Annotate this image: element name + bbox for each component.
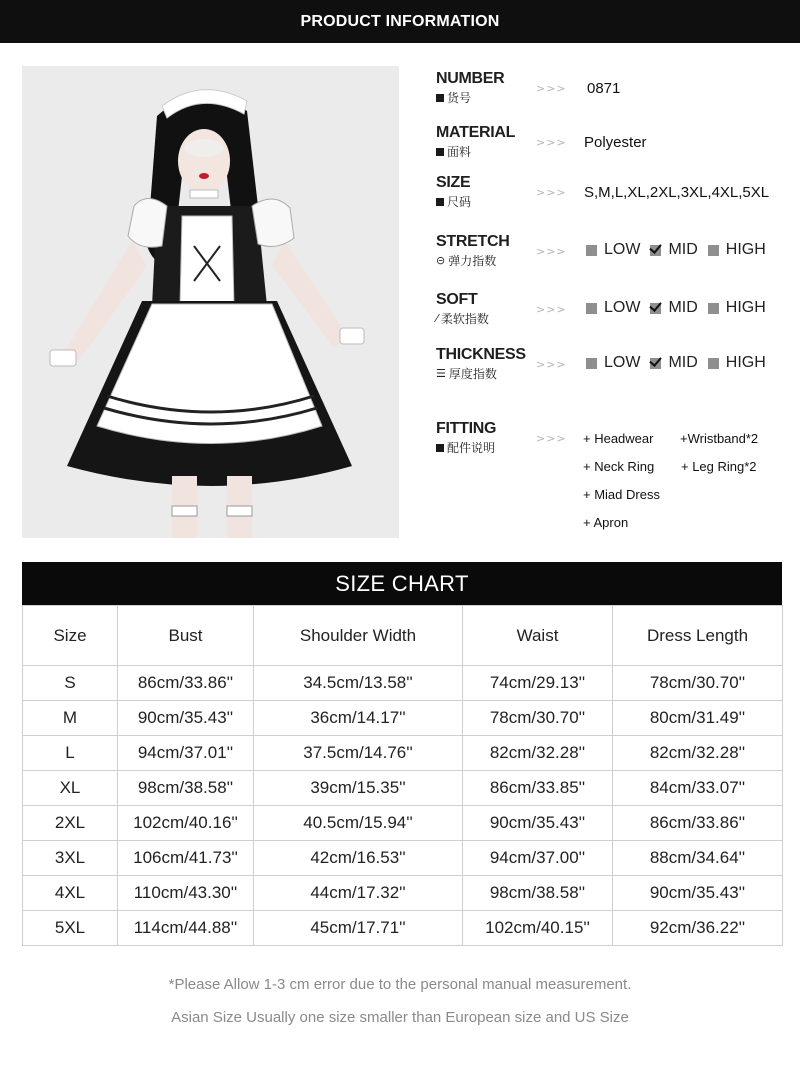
table-cell: 37.5cm/14.76'' bbox=[254, 736, 463, 771]
spec-material-label: MATERIAL bbox=[436, 124, 516, 141]
table-cell: 92cm/36.22'' bbox=[613, 911, 783, 946]
feather-icon: ⁄ bbox=[436, 312, 438, 325]
arrow-icon: >>> bbox=[536, 303, 567, 316]
spec-number-cn: 货号 bbox=[447, 91, 472, 105]
spec-size-cn: 尺码 bbox=[447, 195, 472, 209]
asian-size-note: Asian Size Usually one size smaller than European size and US Size bbox=[171, 1009, 629, 1026]
arrow-icon: >>> bbox=[536, 186, 567, 199]
table-cell: 90cm/35.43'' bbox=[118, 701, 254, 736]
table-cell: 78cm/30.70'' bbox=[613, 666, 783, 701]
table-cell: 44cm/17.32'' bbox=[254, 876, 463, 911]
spec-number bbox=[436, 70, 796, 110]
spec-material bbox=[436, 124, 796, 164]
table-cell: 40.5cm/15.94'' bbox=[254, 806, 463, 841]
thickness-levels bbox=[586, 354, 776, 372]
table-cell: 114cm/44.88'' bbox=[118, 911, 254, 946]
table-cell: 82cm/32.28'' bbox=[463, 736, 613, 771]
spec-stretch bbox=[436, 233, 796, 273]
product-information-header bbox=[0, 0, 800, 43]
table-header-row bbox=[23, 606, 783, 666]
square-bullet-icon bbox=[436, 94, 444, 102]
spec-soft-cn: 柔软指数 bbox=[440, 312, 489, 326]
arrow-icon: >>> bbox=[536, 245, 567, 258]
square-bullet-icon bbox=[436, 148, 444, 156]
spec-stretch-cn: 弹力指数 bbox=[448, 254, 497, 268]
table-row bbox=[23, 736, 783, 771]
spec-soft bbox=[436, 291, 796, 331]
table-cell: 98cm/38.58'' bbox=[118, 771, 254, 806]
table-cell: XL bbox=[23, 771, 118, 806]
unchecked-box-icon bbox=[708, 358, 719, 369]
table-cell: S bbox=[23, 666, 118, 701]
fitting-item-maid-dress: + Miad Dress bbox=[583, 487, 660, 502]
fitting-item-leg-ring: + Leg Ring*2 bbox=[681, 459, 757, 474]
spec-size-value: S,M,L,XL,2XL,3XL,4XL,5XL bbox=[584, 184, 770, 201]
table-cell: 74cm/29.13'' bbox=[463, 666, 613, 701]
square-bullet-icon bbox=[436, 444, 444, 452]
arrow-icon: >>> bbox=[536, 358, 567, 371]
table-row bbox=[23, 771, 783, 806]
checked-box-icon bbox=[650, 358, 661, 369]
spec-number-label: NUMBER bbox=[436, 70, 505, 87]
table-cell: 36cm/14.17'' bbox=[254, 701, 463, 736]
size-chart-title: SIZE CHART bbox=[335, 570, 469, 596]
table-cell: 110cm/43.30'' bbox=[118, 876, 254, 911]
header-bust: Bust bbox=[118, 606, 254, 666]
table-cell: M bbox=[23, 701, 118, 736]
unchecked-box-icon bbox=[586, 245, 597, 256]
table-cell: 106cm/41.73'' bbox=[118, 841, 254, 876]
header-shoulder-width: Shoulder Width bbox=[254, 606, 463, 666]
spec-material-value: Polyester bbox=[584, 134, 647, 151]
spec-thickness bbox=[436, 346, 796, 386]
spec-stretch-label: STRETCH bbox=[436, 233, 510, 250]
product-photo bbox=[22, 66, 399, 538]
level-low: LOW bbox=[604, 299, 641, 316]
table-cell: 2XL bbox=[23, 806, 118, 841]
layers-icon: ☰ bbox=[436, 367, 446, 380]
level-mid: MID bbox=[668, 354, 698, 371]
level-mid: MID bbox=[668, 241, 698, 258]
table-cell: 86cm/33.86'' bbox=[613, 806, 783, 841]
header-size: Size bbox=[23, 606, 118, 666]
spec-material-cn: 面料 bbox=[447, 145, 472, 159]
table-cell: 86cm/33.85'' bbox=[463, 771, 613, 806]
table-cell: 80cm/31.49'' bbox=[613, 701, 783, 736]
spec-thickness-label: THICKNESS bbox=[436, 346, 526, 363]
table-cell: 86cm/33.86'' bbox=[118, 666, 254, 701]
arrow-icon: >>> bbox=[536, 136, 567, 149]
level-low: LOW bbox=[604, 241, 641, 258]
fitting-item-headwear: + Headwear bbox=[583, 431, 654, 446]
table-row bbox=[23, 701, 783, 736]
stretch-levels bbox=[586, 241, 776, 259]
table-cell: 102cm/40.15'' bbox=[463, 911, 613, 946]
spec-size-label: SIZE bbox=[436, 174, 471, 191]
table-cell: 78cm/30.70'' bbox=[463, 701, 613, 736]
table-cell: 90cm/35.43'' bbox=[613, 876, 783, 911]
table-row bbox=[23, 806, 783, 841]
table-cell: 98cm/38.58'' bbox=[463, 876, 613, 911]
unchecked-box-icon bbox=[586, 358, 597, 369]
table-cell: L bbox=[23, 736, 118, 771]
table-cell: 82cm/32.28'' bbox=[613, 736, 783, 771]
level-high: HIGH bbox=[725, 354, 766, 371]
table-cell: 88cm/34.64'' bbox=[613, 841, 783, 876]
table-cell: 39cm/15.35'' bbox=[254, 771, 463, 806]
unchecked-box-icon bbox=[586, 303, 597, 314]
table-cell: 102cm/40.16'' bbox=[118, 806, 254, 841]
table-cell: 84cm/33.07'' bbox=[613, 771, 783, 806]
spec-number-value: 0871 bbox=[587, 80, 621, 97]
maid-dress-photo-icon bbox=[22, 66, 399, 538]
arrow-icon: >>> bbox=[536, 432, 567, 445]
size-chart-table bbox=[22, 605, 783, 946]
table-cell: 90cm/35.43'' bbox=[463, 806, 613, 841]
table-cell: 5XL bbox=[23, 911, 118, 946]
header-title: PRODUCT INFORMATION bbox=[300, 12, 500, 30]
table-cell: 45cm/17.71'' bbox=[254, 911, 463, 946]
fitting-item-neck-ring: + Neck Ring bbox=[583, 459, 655, 474]
header-waist: Waist bbox=[463, 606, 613, 666]
level-high: HIGH bbox=[725, 299, 766, 316]
table-row bbox=[23, 876, 783, 911]
unchecked-box-icon bbox=[708, 303, 719, 314]
fitting-item-wristband: +Wristband*2 bbox=[680, 431, 759, 446]
stretch-icon: ⊝ bbox=[436, 254, 446, 267]
table-cell: 94cm/37.00'' bbox=[463, 841, 613, 876]
error-note: *Please Allow 1-3 cm error due to the personal manual measurement. bbox=[168, 976, 632, 993]
table-cell: 4XL bbox=[23, 876, 118, 911]
fitting-item-apron: + Apron bbox=[583, 515, 629, 530]
soft-levels bbox=[586, 299, 776, 317]
unchecked-box-icon bbox=[708, 245, 719, 256]
square-bullet-icon bbox=[436, 198, 444, 206]
spec-soft-label: SOFT bbox=[436, 291, 478, 308]
level-low: LOW bbox=[604, 354, 641, 371]
table-row bbox=[23, 841, 783, 876]
arrow-icon: >>> bbox=[536, 82, 567, 95]
table-cell: 3XL bbox=[23, 841, 118, 876]
spec-size bbox=[436, 174, 796, 214]
header-dress-length: Dress Length bbox=[613, 606, 783, 666]
level-high: HIGH bbox=[725, 241, 766, 258]
size-chart-title-bar bbox=[22, 562, 782, 605]
table-cell: 42cm/16.53'' bbox=[254, 841, 463, 876]
spec-fitting-label: FITTING bbox=[436, 420, 497, 437]
table-row bbox=[23, 911, 783, 946]
checked-box-icon bbox=[650, 303, 661, 314]
table-cell: 34.5cm/13.58'' bbox=[254, 666, 463, 701]
table-cell: 94cm/37.01'' bbox=[118, 736, 254, 771]
spec-fitting-cn: 配件说明 bbox=[447, 441, 496, 455]
level-mid: MID bbox=[668, 299, 698, 316]
spec-thickness-cn: 厚度指数 bbox=[448, 367, 497, 381]
table-row bbox=[23, 666, 783, 701]
checked-box-icon bbox=[650, 245, 661, 256]
